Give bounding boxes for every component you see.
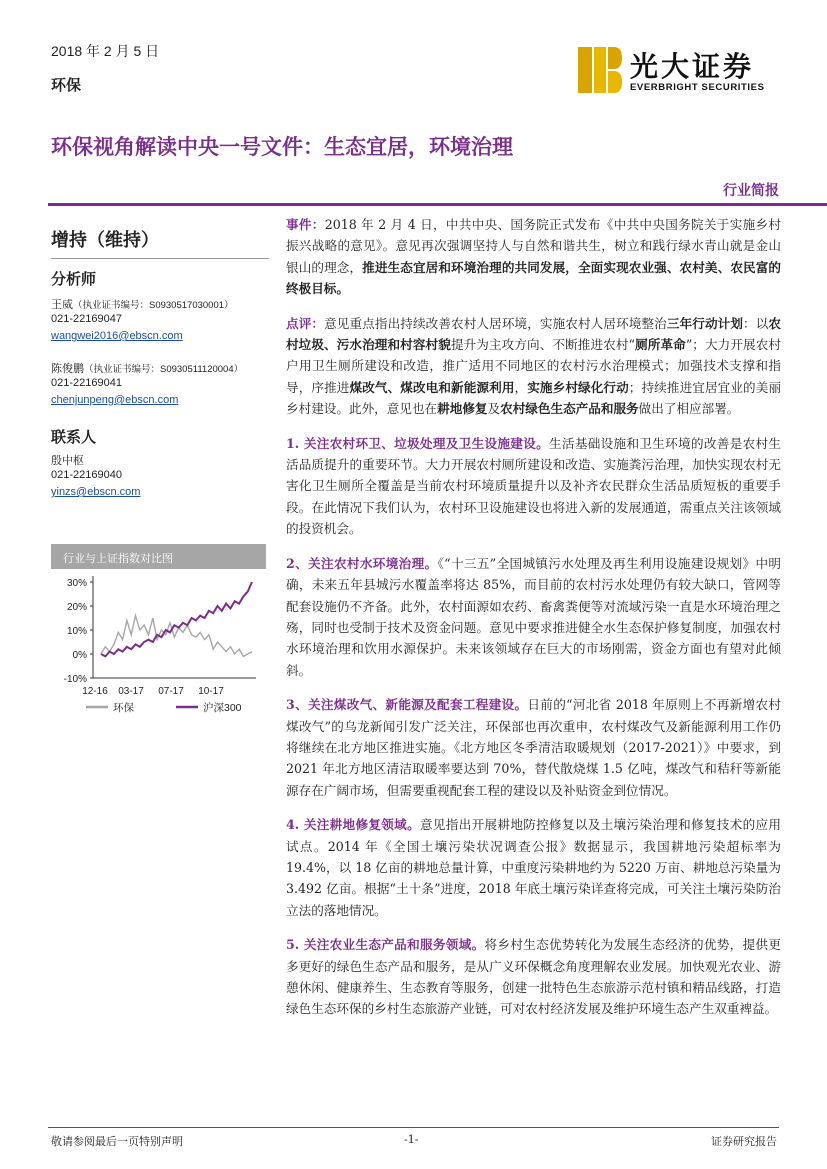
report-type-label: 行业简报 <box>723 182 779 198</box>
contact-heading: 联系人 <box>51 429 97 446</box>
y-tick-label: 10% <box>66 626 87 637</box>
analyst-cert: （执业证书编号：S0930517030001） <box>73 300 234 311</box>
chart-title: 行业与上证指数对比图 <box>51 544 266 569</box>
logo-chinese-name: 光大证券 <box>630 50 755 83</box>
comment-text: ：以 <box>743 315 769 331</box>
legend-label: 沪深300 <box>203 702 242 714</box>
x-tick-label: 10-17 <box>198 686 224 697</box>
comment-text: 做出了相应部署。 <box>638 401 740 417</box>
y-tick-label: 20% <box>66 602 87 613</box>
report-date: 2018 年 2 月 5 日 <box>51 43 160 59</box>
section-5 <box>286 934 781 1020</box>
comment-highlight: 耕地修复 <box>437 401 488 417</box>
x-tick-label: 03-17 <box>118 686 144 697</box>
comment-highlight: 实施乡村绿化行动 <box>527 379 629 395</box>
logo-english-name: EVERBRIGHT SECURITIES <box>630 82 765 93</box>
analysts-heading: 分析师 <box>51 271 97 288</box>
event-highlight: 推进生态宜居和环境治理的共同发展，全面实现农业强、农村美、农民富的终极目标。 <box>286 259 782 297</box>
section-text: 生活基础设施和卫生环境的改善是农村生活品质提升的重要环节。大力开展农村厕所建设和改造、实施粪污治理，加快实现农村无害化卫生厕所全覆盖是当前农村环境质量提升以及补齐农民群众生活品质短板的重要手段。在此情况下我们认为，农村环卫设施建设也将进入新的发展通道，需重点关注该领域的投资机会。 <box>286 435 781 537</box>
section-4 <box>286 814 781 921</box>
analyst-email-link[interactable]: wangwei2016@ebscn.com <box>51 330 183 342</box>
section-2 <box>286 553 781 681</box>
section-heading: 2、关注农村水环境治理。 <box>286 555 438 571</box>
comment-highlight: 农村垃圾、污水治理和村容村貌 <box>286 315 782 353</box>
section-heading: 1. 关注农村环卫、垃圾处理及卫生设施建设。 <box>286 435 550 451</box>
footer-disclaimer: 敬请参阅最后一页特别声明 <box>51 1135 183 1148</box>
rating: 增持（维持） <box>51 230 159 250</box>
comment-paragraph <box>286 313 781 420</box>
comment-highlight: 农村绿色生态产品和服务 <box>500 401 639 417</box>
footer-report-label: 证券研究报告 <box>711 1135 777 1148</box>
contact-name: 殷中枢 <box>51 455 84 467</box>
event-text: 2018 年 2 月 4 日，中共中央、国务院正式发布《中共中央国务院关于实施乡村振兴战略的意见》。意见再次强调坚持人与自然和谐共生，树立和践行绿水青山就是金山银山的理念， <box>286 217 782 275</box>
section-3 <box>286 694 781 801</box>
analyst-name: 王威 <box>51 299 73 311</box>
rating-divider <box>51 258 269 259</box>
comment-highlight: 三年行动计划 <box>666 315 744 331</box>
section-1 <box>286 433 781 540</box>
analyst-info <box>51 296 234 312</box>
comment-text: 及 <box>487 401 501 417</box>
title-divider <box>48 203 827 206</box>
comment-text: 提升为主攻方向、不断推进农村“ <box>450 337 635 353</box>
series-line-hs300 <box>101 582 252 656</box>
page-number: -1- <box>404 1133 419 1146</box>
event-label: 事件： <box>286 217 325 232</box>
y-tick-label: 0% <box>72 650 87 661</box>
everbright-logo-icon <box>578 47 622 93</box>
x-tick-label: 12-16 <box>82 686 108 697</box>
analyst-cert: （执业证书编号：S0930511120004） <box>84 364 244 375</box>
contact-phone: 021-22169040 <box>51 469 122 481</box>
comment-text: ”；大力开展农村户用卫生厕所建设和改造，推广适用不同地区的农村污水治理模式；加强技术支撑和指导，序推进 <box>286 337 781 395</box>
analyst-phone: 021-22169041 <box>51 377 122 389</box>
legend-label: 环保 <box>113 702 134 714</box>
event-paragraph <box>286 214 781 300</box>
analyst-email-link[interactable]: chenjunpeng@ebscn.com <box>51 394 179 406</box>
comment-text: ， <box>514 379 528 395</box>
y-tick-label: 30% <box>66 578 87 589</box>
comment-highlight: 煤改气、煤改电和新能源利用 <box>349 379 515 395</box>
section-text: 《“十三五”全国城镇污水处理及再生利用设施建设规划》中明确，未来五年县城污水覆盖率将达 85%，而目前的农村污水处理仍有较大缺口，管网等配套设施仍不齐备。此外，农村面源如农药、畜禽粪便等对流域污染一直是水环境治理之殇，同时也受制于技术及资金问题。意见中要求推进健全水生态保护修复制度，加强农村水环境治理和饮用水源保护。未来该领域存在巨大的市场刚需，资金方面也有望对此倾斜。 <box>286 555 782 678</box>
page-title: 环保视角解读中央一号文件：生态宜居，环境治理 <box>51 136 513 159</box>
section-text: 将乡村生态优势转化为发展生态经济的优势，提供更多更好的绿色生态产品和服务，是从广义环保概念角度理解农业发展。加快观光农业、游憩休闲、健康养生、生态教育等服务，创建一批特色生态旅游示范村镇和精品线路，打造绿色生态环保的乡村生态旅游产业链，可对农村经济发展及维护环境生态产生双重裨益。 <box>286 937 781 1017</box>
analyst-name: 陈俊鹏 <box>51 363 84 375</box>
section-text: 意见指出开展耕地防控修复以及土壤污染治理和修复技术的应用试点。2014 年《全国土壤污染状况调查公报》数据显示，我国耕地污染超标率为 19.4%，以 18 亿亩的耕地总量计算，中重度污染耕地约为 5220 万亩、耕地总污染量为 3.492 亿亩。根据“土十条”进度，2018 年底土壤污染详查将完成，可关注土壤污染防治立法的落地情况。 <box>286 817 781 918</box>
sector-label: 环保 <box>51 77 82 94</box>
footer-divider <box>48 1127 779 1128</box>
y-tick-label: -10% <box>63 674 87 685</box>
report-body <box>286 214 781 1033</box>
comment-label: 点评： <box>286 315 325 331</box>
comment-highlight: 厕所革命 <box>635 337 686 353</box>
comment-text: 意见重点指出持续改善农村人居环境，实施农村人居环境整治 <box>324 315 667 331</box>
analyst-phone: 021-22169047 <box>51 313 122 325</box>
comparison-chart <box>51 544 266 719</box>
x-tick-label: 07-17 <box>158 686 184 697</box>
chart-plot <box>51 569 266 719</box>
company-logo <box>578 45 778 95</box>
section-heading: 5. 关注农业生态产品和服务领域。 <box>286 937 485 953</box>
section-text: 日前的“河北省 2018 年原则上不再新增农村煤改气”的乌龙新闻引发广泛关注，环保部也再次重申，农村煤改气及新能源利用工作仍将继续在北方地区推进实施。《北方地区冬季清洁取暖规划（2017-2021）》中要求，到 2021 年北方地区清洁取暖率要达到 70%，替代散烧煤 1.5 亿吨，煤改气和秸秆等新能源存在广阔市场，但需要重视配套工程的建设以及补贴资金到位情况。 <box>286 697 782 798</box>
analyst-info <box>51 360 243 376</box>
comment-text: ；持续推进宜居宜业的美丽乡村建设。此外，意见也在 <box>286 379 782 417</box>
contact-email-link[interactable]: yinzs@ebscn.com <box>51 486 141 498</box>
section-heading: 4. 关注耕地修复领域。 <box>286 817 420 833</box>
section-heading: 3、关注煤改气、新能源及配套工程建设。 <box>286 697 528 713</box>
